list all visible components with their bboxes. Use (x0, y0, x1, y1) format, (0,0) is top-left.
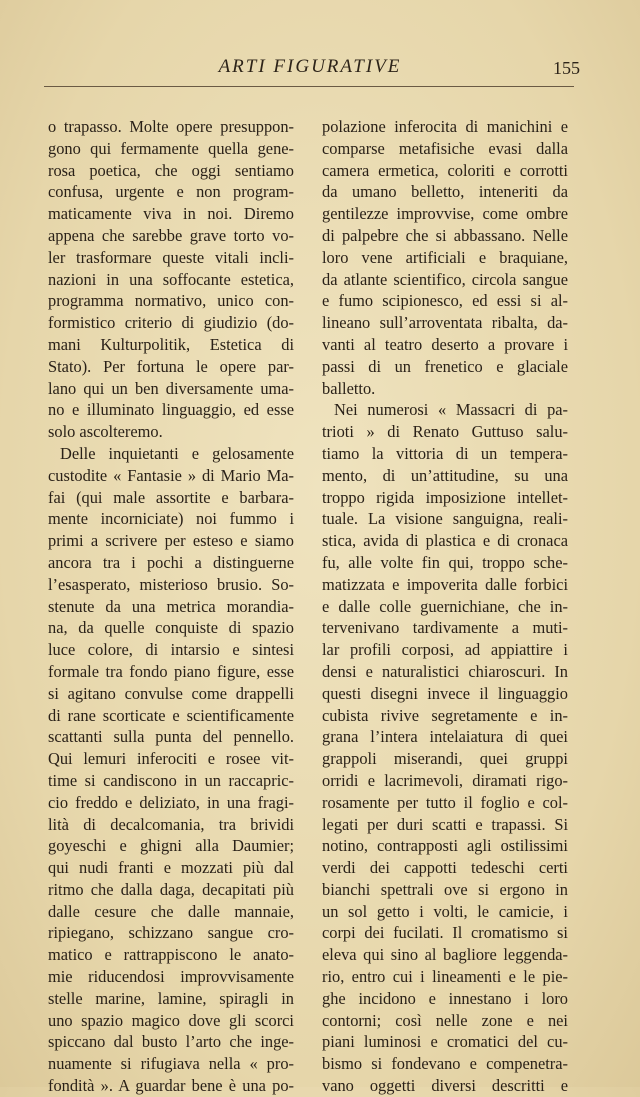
text-line: custodite « Fantasie » di Mario Ma- (48, 465, 294, 485)
text-line: e dalle colle guernichiane, che in- (322, 596, 568, 616)
text-line: grappoli miserandi, quei gruppi (322, 749, 568, 769)
text-line: ler trasformare queste vitali incli- (48, 247, 294, 267)
text-line: nazioni in una soffocante estetica, (48, 269, 294, 289)
text-line: polazione inferocita di manichini e (322, 117, 568, 136)
text-line: tiamo la vittoria di un tempera- (322, 443, 568, 463)
running-title: ARTI FIGURATIVE (218, 56, 402, 77)
page-header (40, 56, 580, 86)
text-line: bianchi spettrali ove si ergono in (322, 879, 568, 899)
text-line: da atlante scientifico, circola sangue (322, 269, 568, 289)
text-line: Delle inquietanti e gelosamente (60, 443, 294, 463)
text-line: scattanti sulla punta del pennello. (48, 727, 294, 747)
text-line: da umano belletto, inteneriti da (322, 182, 568, 202)
text-line: nuamente si rifugiava nella « pro- (48, 1054, 294, 1074)
text-line: densi e naturalistici chiaroscuri. In (322, 661, 568, 681)
text-line: confusa, urgente e non program- (48, 182, 294, 202)
header-rule (44, 86, 574, 87)
text-line: qui nudi franti e mozzati più dal (48, 858, 294, 878)
text-line: goyeschi e ghigni alla Daumier; (48, 836, 294, 856)
text-line: primi a scrivere per esteso e siamo (48, 531, 294, 551)
text-line: camera ermetica, coloriti e corrotti (322, 160, 568, 180)
text-line: matizzata e impoverita dalle forbici (322, 574, 568, 594)
text-line: mani Kulturpolitik, Estetica di (48, 334, 294, 354)
text-line: questi disegni invece il linguaggio (322, 683, 568, 703)
text-line: na, da quelle conquiste di spazio (48, 618, 294, 638)
text-line: contorni; così nelle zone e nei (322, 1010, 568, 1030)
text-line: Stato). Per fortuna le opere par- (48, 356, 294, 376)
text-line: e fumo scipionesco, ed essi si al- (322, 291, 568, 311)
text-line: lar profili corposi, ad appiattire i (322, 640, 568, 660)
text-line: tuale. La visione sanguigna, reali- (322, 509, 568, 529)
left-text-column (48, 116, 294, 1097)
text-line: stica, avida di plastica e di cronaca (322, 531, 568, 551)
text-line: programma normativo, unico con- (48, 291, 294, 311)
text-line: balletto. (322, 378, 376, 398)
text-line: loro vene artificiali e braquiane, (322, 247, 568, 267)
text-line: trioti » di Renato Guttuso salu- (322, 422, 568, 442)
text-line: fu, alle volte fin qui, troppo sche- (322, 552, 568, 572)
text-line: rosamente per tutto il foglio e col- (322, 792, 568, 812)
text-line: vanti al teatro deserto a provare i (322, 334, 568, 354)
text-line: ghe incidono e innestano i loro (322, 988, 568, 1008)
text-line: cubista rivive segretamente e in- (322, 705, 568, 725)
text-line: formale tra fondo piano figure, esse (48, 661, 294, 681)
text-line: uno spazio magico dove gli scorci (48, 1010, 294, 1030)
text-line: eleva qui sino al bagliore leggenda- (322, 945, 568, 965)
text-line: gentilezze improvvise, come ombre (322, 204, 568, 224)
text-line: spiccano dal busto l’arto che inge- (48, 1032, 294, 1052)
text-line: mento, di un’attitudine, su una (322, 465, 568, 485)
text-line: notino, contrapposti agli ostilissimi (322, 836, 568, 856)
text-line: time si candiscono in un raccapric- (48, 770, 294, 790)
text-line: appena che sarebbe grave torto vo- (48, 225, 294, 245)
text-line: vano oggetti diversi descritti e (322, 1076, 568, 1096)
text-line: solo ascolteremo. (48, 422, 163, 442)
text-line: legati per duri scatti e trapassi. Si (322, 814, 568, 834)
text-line: no e illuminato linguaggio, ed esse (48, 400, 294, 420)
text-line: mente incorniciate) noi fummo i (48, 509, 294, 529)
text-line: stenute da una metrica morandia- (48, 596, 294, 616)
text-line: lineano sull’arroventata ribalta, da- (322, 313, 568, 333)
text-line: fai (qui male assortite e barbara- (48, 487, 294, 507)
text-line: di palpebre che si abbassano. Nelle (322, 225, 568, 245)
text-line: ancora tra i pochi a distinguerne (48, 552, 294, 572)
text-line: tervenivano tardivamente a muti- (322, 618, 568, 638)
text-line: rosa poetica, che oggi sentiamo (48, 160, 294, 180)
text-line: corpi dei fucilati. Il cromatismo si (322, 923, 568, 943)
text-line: cio freddo e deliziato, in una fragi- (48, 792, 294, 812)
text-line: un sol getto i volti, le camicie, i (322, 901, 568, 921)
text-line: l’esasperato, misterioso brusio. So- (48, 574, 294, 594)
text-line: ritmo che dalla daga, decapitati più (48, 879, 294, 899)
text-line: passi di un frenetico e glaciale (322, 356, 568, 376)
text-line: gono qui fermamente quella gene- (48, 138, 294, 158)
text-line: luce colore, di intarsio e sintesi (48, 640, 294, 660)
text-line: o trapasso. Molte opere presuppon- (48, 117, 294, 136)
text-line: rio, entro cui i lineamenti e le pie- (322, 967, 568, 987)
text-line: piani luminosi e cromatici del cu- (322, 1032, 568, 1052)
text-line: ripiegano, schizzano sangue cro- (48, 923, 294, 943)
text-line: lano qui un ben diversamente uma- (48, 378, 294, 398)
text-line: matico e rattrappiscono le anato- (48, 945, 294, 965)
text-line: troppo rigida imposizione intellet- (322, 487, 568, 507)
text-line: verdi dei cappotti tedeschi certi (322, 858, 568, 878)
text-line: Qui lemuri inferociti e rosee vit- (48, 749, 294, 769)
text-line: comparse metafisiche evasi dalla (322, 138, 568, 158)
text-line: fondità ». A guardar bene è una po- (48, 1076, 294, 1096)
text-line: grana l’intera intelaiatura di quei (322, 727, 568, 747)
text-line: si agitano convulse come drappelli (48, 683, 294, 703)
text-line: maticamente viva in noi. Diremo (48, 204, 294, 224)
text-line: dalle cesure che dalle mannaie, (48, 901, 294, 921)
text-line: mie riducendosi improvvisamente (48, 967, 294, 987)
text-line: stelle marine, lamine, spiragli in (48, 988, 294, 1008)
text-line: Nei numerosi « Massacri di pa- (334, 400, 568, 420)
page-number: 155 (553, 58, 580, 78)
text-line: orridi e lacrimevoli, diramati rigo- (322, 770, 568, 790)
text-line: bismo si fondevano e compenetra- (322, 1054, 568, 1074)
text-line: lità di decalcomania, tra brividi (48, 814, 294, 834)
right-text-column (322, 116, 568, 1097)
text-line: formistico criterio di giudizio (do- (48, 313, 294, 333)
text-line: di rane scorticate e scientificamente (48, 705, 294, 725)
